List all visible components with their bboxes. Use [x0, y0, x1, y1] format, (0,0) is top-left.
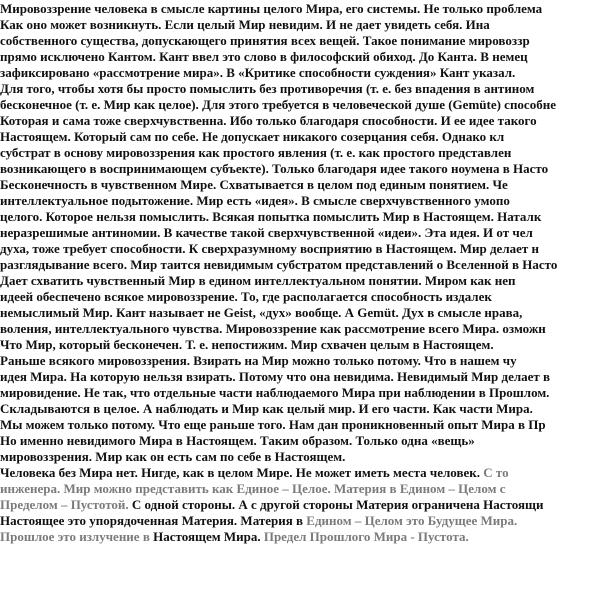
text-segment: неразрешимые антиномии. В качестве такой сверхчувственной «идеи». Эта идея. И от чел [0, 225, 533, 240]
text-line [0, 49, 528, 65]
text-segment: зафиксировано «рассмотрение мира». В «Критике способности суждения» Кант указал. [0, 65, 516, 80]
text-segment: субстрат в основу мировоззрения как простого явления (т. е. как простого представлен [0, 145, 512, 160]
text-line [0, 337, 494, 353]
text-segment: Настоящее это упорядоченная Материя. Материя в [0, 513, 307, 528]
text-line [0, 305, 522, 321]
text-segment: Складываются в целое. А наблюдать и Мир как целый мир. И его части. Как части Мира. [0, 401, 533, 416]
text-segment: Бесконечность в чувственном Мире. Схватывается в целом под единым понятием. Че [0, 177, 508, 192]
text-line [0, 321, 546, 337]
text-segment: бесконечное (т. е. Мир как целое). Для этого требуется в человеческой душе (Gemüte) способне [0, 97, 556, 112]
text-segment: идея Мира. На которую нельзя взирать. Потому что она невидима. Невидимый Мир делает в [0, 369, 551, 384]
text-line [0, 161, 548, 177]
text-line [0, 33, 530, 49]
text-line [0, 273, 516, 289]
text-segment: духа, тоже требует способности. К сверхразумному восприятию в Настоящем. Мир делает н [0, 241, 540, 256]
text-segment: С то [483, 465, 509, 480]
text-segment: Что Мир, который бесконечен. Т. е. непостижим. Мир схвачен целым в Настоящем. [0, 337, 494, 352]
text-line [0, 417, 546, 433]
text-line [0, 497, 543, 513]
text-segment: С одной стороны. А с другой стороны Материя ограничена Настоящи [131, 497, 544, 512]
text-line [0, 353, 517, 369]
text-segment: Пределом – Пустотой. [0, 497, 132, 512]
text-line [0, 113, 537, 129]
text-segment: Человека без Мира нет. Нигде, как в целом Мире. Не может иметь места человек. [0, 465, 484, 480]
text-segment: Едином – Целом это Будущее Мира. [306, 513, 518, 528]
text-segment: воления, интеллектуального чувства. Мировоззрение как рассмотрение всего Мира. озможн [0, 321, 546, 336]
text-segment: прямо исключено Кантом. Кант ввел это слово в философский обиход. До Канта. В немец [0, 49, 528, 64]
text-segment: Предел Прошлого Мира - Пустота. [263, 529, 469, 544]
text-line [0, 225, 533, 241]
text-segment: Мировоззрение человека в смысле картины целого Мира, его системы. Не только проблема [0, 1, 543, 16]
text-segment: возникающего в воспринимающем субъекте). Только благодаря идее такого ноумена в Насто [0, 161, 549, 176]
text-line [0, 257, 557, 273]
text-segment: разглядывание всего. Мир таится невидимым субстратом представлений о Вселенной в Насто [0, 257, 558, 272]
text-segment: Раньше всякого мировоззрения. Взирать на Мир можно только потому. Что в нашем чу [0, 353, 517, 368]
text-segment: немыслимый Мир. Кант называет не Geist, «дух» вообще. А Gemüt. Дух в смысле нрава, [0, 305, 523, 320]
text-line [0, 289, 492, 305]
text-line [0, 481, 505, 497]
text-segment: целого. Которое нельзя помыслить. Всякая попытка помыслить Мир в Настоящем. Наталк [0, 209, 542, 224]
text-line [0, 385, 549, 401]
text-line [0, 369, 550, 385]
text-line [0, 97, 556, 113]
text-segment: Для того, чтобы хотя бы просто помыслить без противоречия (т. е. без впадения в антином [0, 81, 535, 96]
text-line [0, 193, 510, 209]
text-segment: Как оно может возникнуть. Если целый Мир невидим. И не дает увидеть себя. Ина [0, 17, 490, 32]
text-segment: мировидение. Не так, что отдельные части наблюдаемого Мира при наблюдении в Прошлом. [0, 385, 550, 400]
text-line [0, 449, 345, 465]
text-segment: идеей обеспечено всякое мировоззрение. То, где располагается способность издалек [0, 289, 492, 304]
text-line [0, 513, 517, 529]
text-segment: Дает схватить чувственный Мир в едином интеллектуальном понятии. Миром как неп [0, 273, 516, 288]
text-segment: мировоззрения. Мир как он есть сам по себе в Настоящем. [0, 449, 346, 464]
text-segment: Настоящем Мира. [153, 529, 264, 544]
text-line [0, 1, 542, 17]
text-line [0, 241, 539, 257]
text-segment: Но именно невидимого Мира в Настоящем. Таким образом. Только одна «вещь» [0, 433, 475, 448]
text-line [0, 81, 534, 97]
text-segment: Которая и сама тоже сверхчувственна. Ибо только благодаря способности. И ее идее такого [0, 113, 537, 128]
text-line [0, 145, 511, 161]
text-segment: инженера. Мир можно представить как Единое – Целое. Материя в Едином – Целом с [0, 481, 506, 496]
text-line [0, 17, 490, 33]
text-line [0, 209, 541, 225]
text-line [0, 129, 504, 145]
text-line [0, 65, 515, 81]
text-line [0, 401, 533, 417]
text-line [0, 177, 508, 193]
text-segment: Настоящем. Который сам по себе. Не допускает никакого созерцания себя. Однако кл [0, 129, 505, 144]
text-line [0, 465, 509, 481]
text-line [0, 529, 469, 545]
text-line [0, 433, 475, 449]
text-segment: Мы можем только потому. Что еще раньше того. Нам дан проникновенный опыт Мира в Пр [0, 417, 546, 432]
text-segment: собственного существа, допускающего принятия всех вещей. Такое понимание мировоззр [0, 33, 530, 48]
text-segment: интеллектуальное подытожение. Мир есть «идея». В смысле сверхчувственного умопо [0, 193, 510, 208]
text-segment: Прошлое это излучение в [0, 529, 154, 544]
